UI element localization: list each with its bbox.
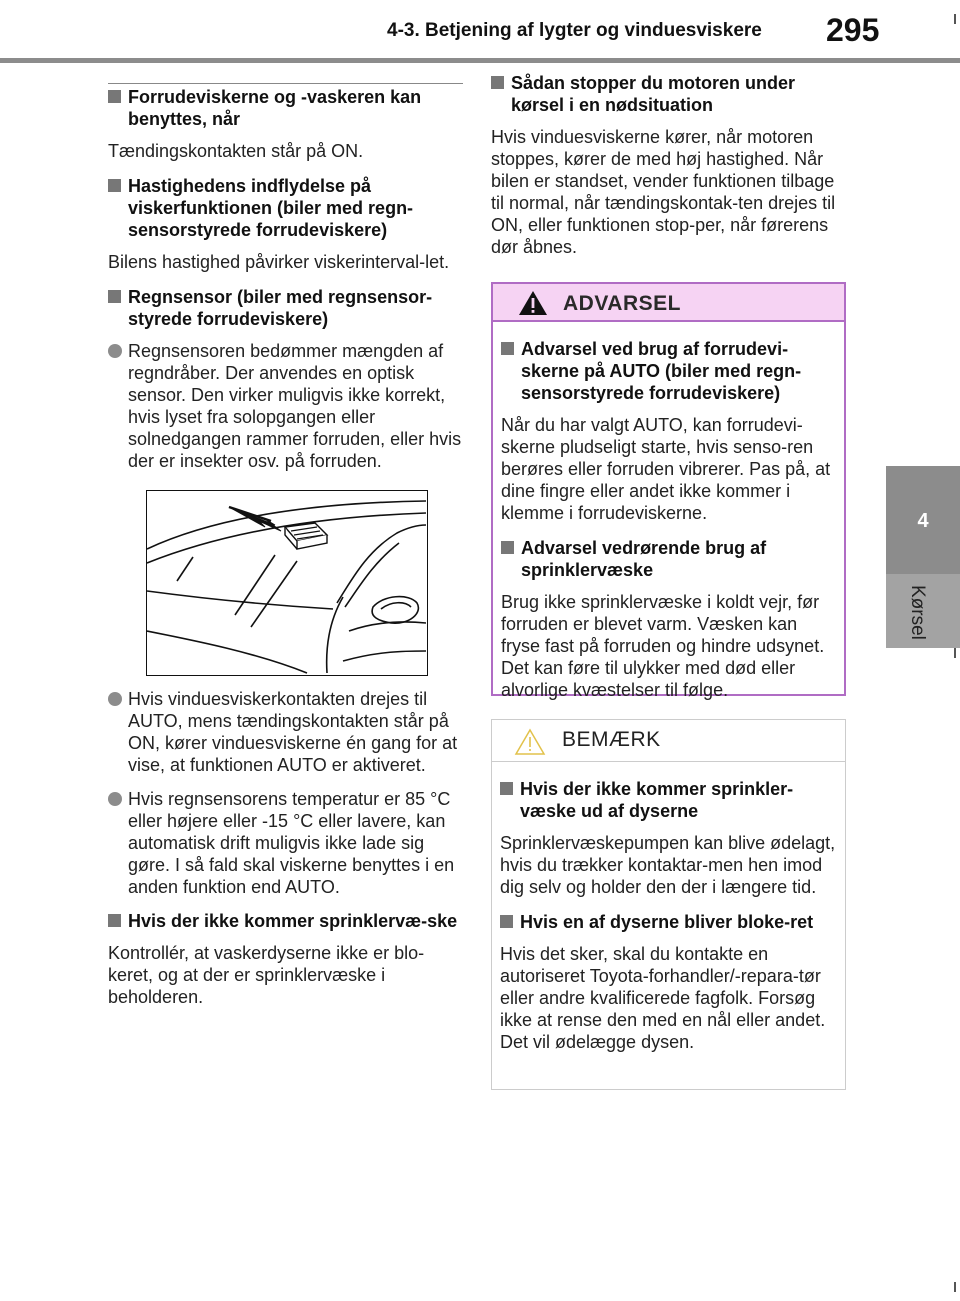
right-column [491,72,846,271]
square-bullet-icon [108,914,121,927]
section-heading-text: Advarsel vedrørende brug af sprinklervæske [521,538,767,580]
section-heading-text: Advarsel ved brug af forrudevi-skerne på AUTO (biler med regn-sensorstyrede forrudeviskere) [521,339,802,403]
section-heading [500,911,837,933]
paragraph: Når du har valgt AUTO, kan forrudevi-skerne pludseligt starte, hvis senso-ren berøres eller forruden vibrerer. Pas på, at dine fingre eller andet ikke kommer i klemme i forrudeviskerne. [501,415,831,523]
note-box-body [492,762,845,1053]
square-bullet-icon [500,782,513,795]
square-bullet-icon [108,179,121,192]
section-heading-text: Hvis en af dyserne bliver bloke-ret [520,912,814,932]
square-bullet-icon [491,76,504,89]
section-heading [108,86,464,130]
section-heading-text: Regnsensor (biler med regnsensor-styrede forrudeviskere) [128,287,433,329]
paragraph: Sprinklervæskepumpen kan blive ødelagt, hvis du trækker kontaktar-men hen imod dig selv og holder den der i længere tid. [500,833,836,897]
section-heading [108,175,464,241]
list-item-text: Hvis vinduesviskerkontakten drejes til AUTO, mens tændingskontakten står på ON, kører vinduesviskerne én gang for at vise, at funktionen AUTO er aktiveret. [128,689,458,775]
round-bullet-icon [108,692,122,706]
crop-mark [954,14,956,24]
caution-triangle-icon [514,728,546,756]
paragraph: Brug ikke sprinklervæske i koldt vejr, før forruden er blevet varm. Væsken kan fryse fast på forruden og hindre udsynet. Det kan føre til ulykker med død eller alvorlige kvæstelser til følge. [501,592,825,700]
page-number: 295 [826,12,880,48]
column-top-rule [108,83,463,84]
rain-sensor-illustration [146,490,428,676]
paragraph: Bilens hastighed påvirker viskerinterval-let. [108,252,450,272]
warning-box-body [493,322,844,701]
section-heading [501,537,836,581]
round-bullet-icon [108,344,122,358]
section-heading [108,910,464,932]
list-item [108,688,464,776]
paragraph: Hvis vinduesviskerne kører, når motoren stoppes, kører de med høj hastighed. Når bilen er standset, vender funktionen tilbage til normal, når tændingskontak-ten drejes til ON, eller funktionen stop-per, når førerens dør åbnes. [491,127,836,257]
section-heading [491,72,846,116]
section-heading-text: Hastighedens indflydelse på viskerfunktionen (biler med regn-sensorstyrede forrudeviskere) [128,176,414,240]
crop-mark [954,1282,956,1292]
chapter-number: 4 [917,510,929,532]
section-heading-text: Forrudeviskerne og -vaskeren kan benyttes, når [128,87,422,129]
square-bullet-icon [108,90,121,103]
section-heading-text: Sådan stopper du motoren under kørsel i en nødsituation [511,73,796,115]
square-bullet-icon [501,541,514,554]
list-item [108,340,464,472]
section-heading [501,338,836,404]
header-rule [0,58,960,63]
list-item-text: Hvis regnsensorens temperatur er 85 °C eller højere eller -15 °C eller lavere, kan automatisk drift muligvis ikke lade sig gøre. I så fald skal viskerne benyttes i en anden funktion end AUTO. [128,789,455,897]
windshield-sensor-drawing [147,491,426,674]
section-heading [500,778,837,822]
square-bullet-icon [501,342,514,355]
note-box [491,719,846,1090]
warning-box-header [493,284,844,322]
warning-heading: ADVARSEL [563,292,681,315]
chapter-tab [886,466,960,574]
note-heading: BEMÆRK [562,728,661,751]
section-heading-text: Hvis der ikke kommer sprinklervæ-ske [128,911,458,931]
note-box-header [492,720,845,762]
warning-triangle-icon [517,289,549,317]
warning-box [491,282,846,700]
section-header: 4-3. Betjening af lygter og vinduesviskere [387,20,762,41]
list-item-text: Regnsensoren bedømmer mængden af regndråber. Der anvendes en optisk sensor. Den virker muligvis ikke korrekt, hvis lyset fra solopgangen eller solnedgangen rammer forruden, eller hvis der er insekter osv. på forruden. [128,341,462,471]
paragraph: Tændingskontakten står på ON. [108,141,364,161]
section-heading-text: Hvis der ikke kommer sprinkler-væske ud af dyserne [520,779,794,821]
square-bullet-icon [500,915,513,928]
section-heading [108,286,464,330]
chapter-label: Kørsel [907,585,928,640]
list-item [108,788,464,898]
left-column [108,86,464,1021]
square-bullet-icon [108,290,121,303]
paragraph: Kontrollér, at vaskerdyserne ikke er blo-keret, og at der er sprinklervæske i beholderen. [108,943,425,1007]
crop-mark [954,648,956,658]
paragraph: Hvis det sker, skal du kontakte en autoriseret Toyota-forhandler/-repara-tør eller andre kvalificerede fagfolk. Forsøg ikke at rense den med en nål eller andet. Det vil ødelægge dysen. [500,944,826,1052]
round-bullet-icon [108,792,122,806]
